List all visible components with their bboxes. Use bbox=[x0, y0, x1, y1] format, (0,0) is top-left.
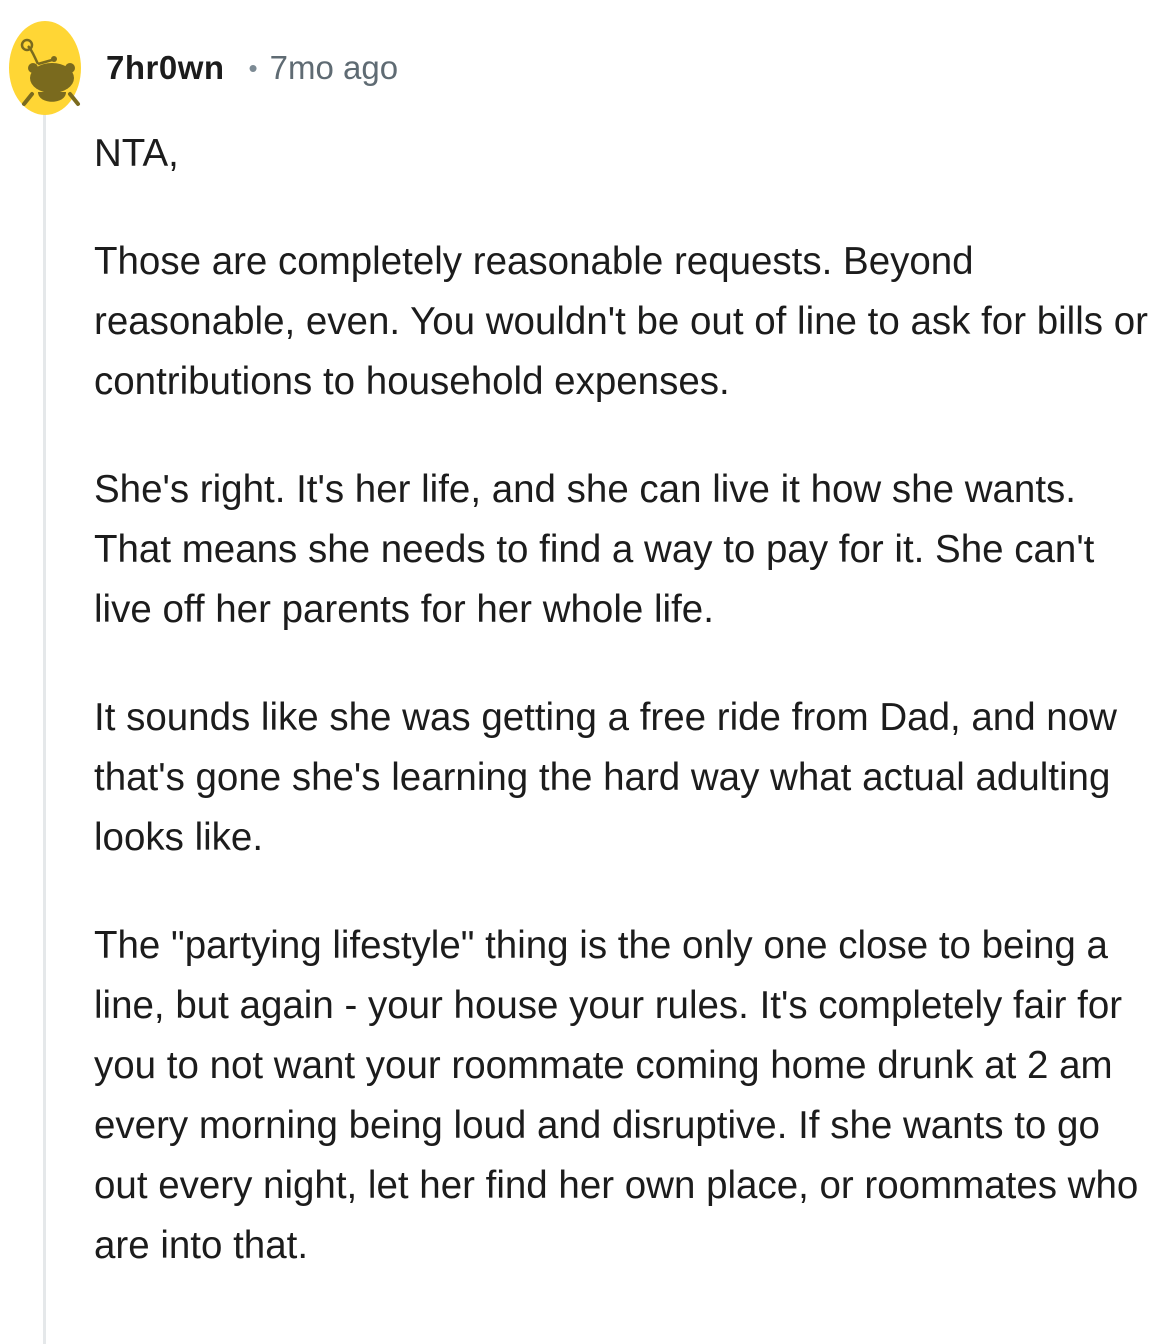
comment-timestamp[interactable]: 7mo ago bbox=[269, 49, 399, 86]
meta-separator: • bbox=[248, 52, 258, 83]
username-link[interactable]: 7hr0wn bbox=[106, 49, 225, 86]
comment-body bbox=[94, 124, 1154, 1324]
thread-line[interactable] bbox=[43, 112, 46, 1344]
comment-paragraph: Those are completely reasonable requests. Beyond reasonable, even. You wouldn't be out of line to ask for bills or contributions to household expenses. bbox=[94, 240, 1148, 403]
comment-paragraph: The "partying lifestyle" thing is the only one close to being a line, but again - your house your rules. It's completely fair for you to not want your roommate coming home drunk at 2 am every morning being loud and disruptive. If she wants to go out every night, let her find her own place, or roommates who are into that. bbox=[94, 924, 1139, 1267]
comment-paragraph: She's right. It's her life, and she can live it how she wants. That means she needs to find a way to pay for it. She can't live off her parents for her whole life. bbox=[94, 468, 1095, 631]
snoo-avatar-icon bbox=[8, 20, 82, 116]
comment-paragraph: NTA, bbox=[94, 132, 179, 175]
comment-paragraph: It sounds like she was getting a free ride from Dad, and now that's gone she's learning the hard way what actual adulting looks like. bbox=[94, 696, 1117, 859]
comment-header bbox=[106, 44, 398, 92]
user-avatar[interactable] bbox=[8, 20, 82, 116]
